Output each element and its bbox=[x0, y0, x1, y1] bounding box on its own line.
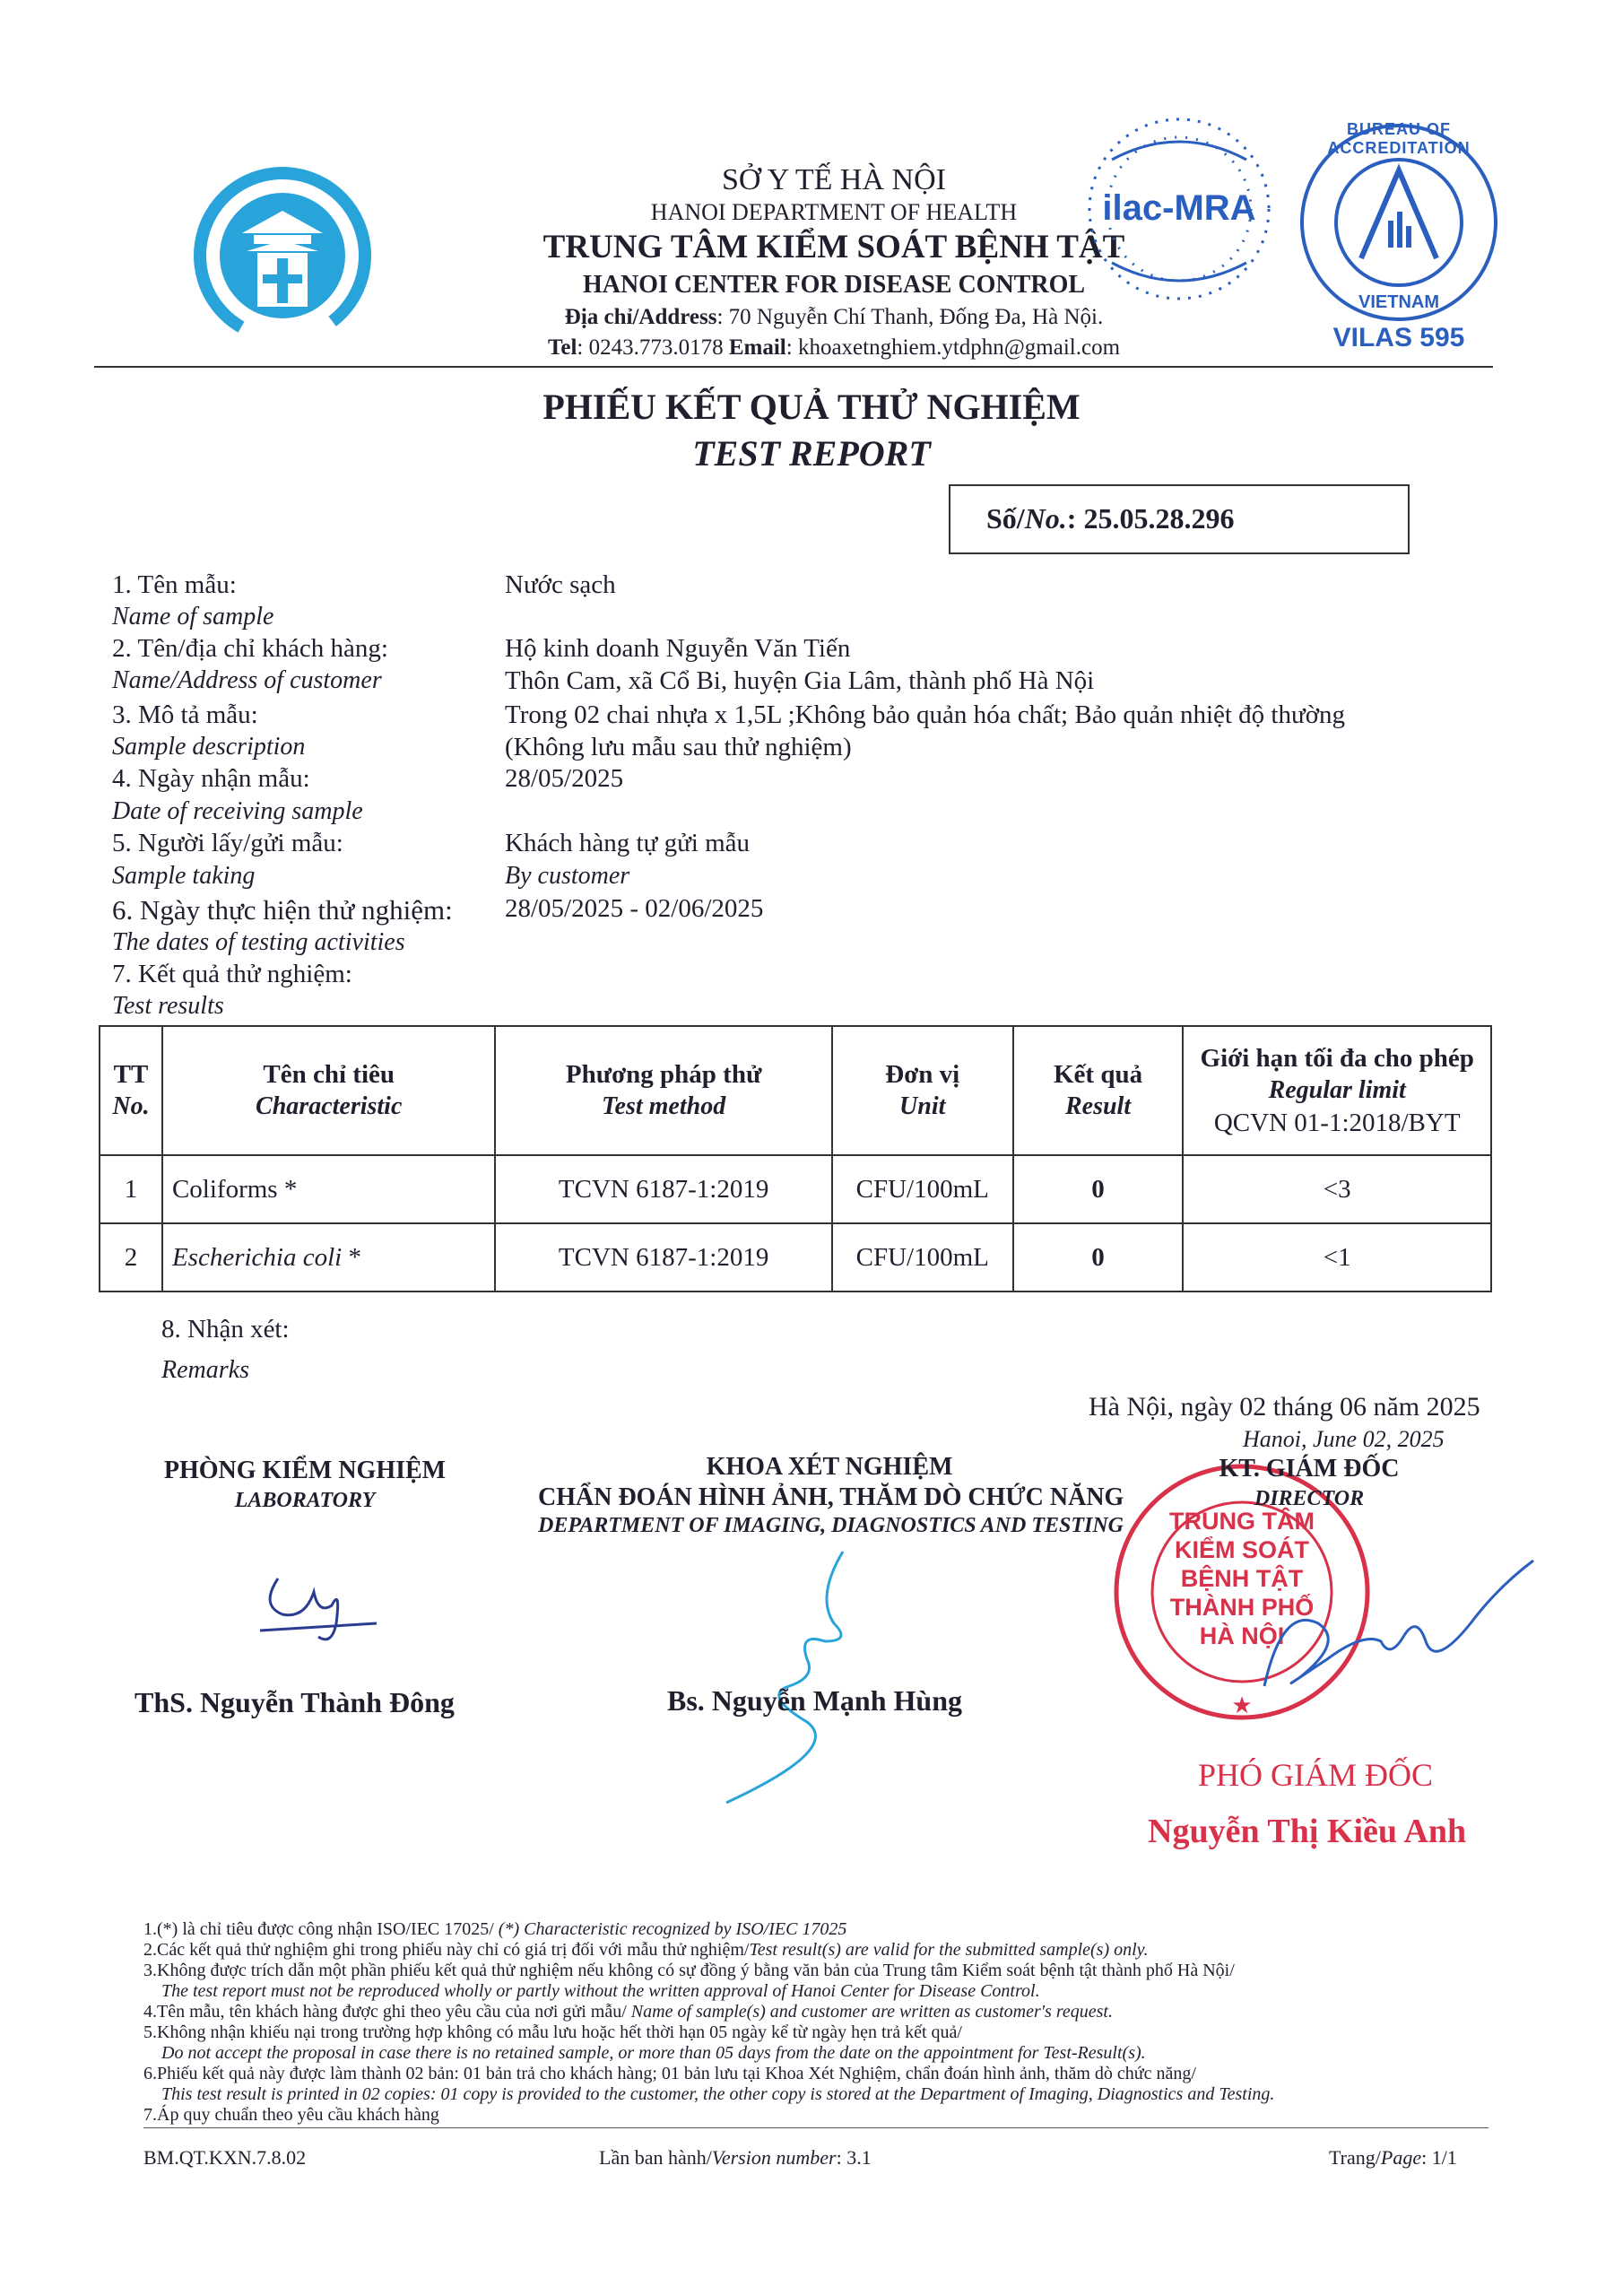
info-value-line2: (Không lưu mẫu sau thử nghiệm) bbox=[505, 733, 852, 761]
stamp-line: THÀNH PHỐ bbox=[1169, 1594, 1315, 1621]
header-en: Characteristic bbox=[256, 1092, 403, 1120]
header-en: Regular limit bbox=[1268, 1076, 1406, 1104]
lab-signer-name: ThS. Nguyễn Thành Đông bbox=[135, 1686, 455, 1718]
address-value: : 70 Nguyễn Chí Thanh, Đống Đa, Hà Nội. bbox=[716, 305, 1104, 329]
cell-limit: <3 bbox=[1183, 1155, 1491, 1223]
header-cell-limit bbox=[1183, 1026, 1491, 1155]
info-label-vi: 1. Tên mẫu: bbox=[112, 570, 237, 599]
info-label-vi: 5. Người lấy/gửi mẫu: bbox=[112, 829, 343, 857]
version-number bbox=[599, 2146, 872, 2170]
email-label: Email bbox=[728, 335, 786, 360]
header-cell-method bbox=[495, 1026, 831, 1155]
info-value: Hộ kinh doanh Nguyễn Văn Tiến bbox=[505, 634, 851, 663]
report-number bbox=[986, 502, 1234, 535]
header-en: No. bbox=[112, 1092, 150, 1120]
dept-title: KHOA XÉT NGHIỆM bbox=[706, 1453, 953, 1481]
table-header-row bbox=[100, 1026, 1491, 1155]
deputy-director-role: PHÓ GIÁM ĐỐC bbox=[1198, 1757, 1434, 1793]
footnote-vi: 3.Không được trích dẫn một phần phiếu kết quả thử nghiệm nếu không có sự đồng ý bằng văn bản của Trung tâm Kiểm soát bệnh tật thành phố Hà Nội/ bbox=[143, 1961, 1235, 1980]
number-value: : 25.05.28.296 bbox=[1066, 502, 1235, 535]
header-en: Test method bbox=[602, 1092, 726, 1120]
stamp-line: HÀ NỘI bbox=[1199, 1622, 1285, 1649]
tel-value: : 0243.773.0178 bbox=[577, 335, 724, 360]
cell-no: 1 bbox=[100, 1155, 162, 1223]
tel-label: Tel bbox=[547, 335, 577, 360]
lab-subtitle: LABORATORY bbox=[234, 1489, 376, 1512]
number-label-en: No. bbox=[1024, 502, 1067, 535]
director-subtitle: DIRECTOR bbox=[1254, 1487, 1365, 1510]
org-line-4: HANOI CENTER FOR DISEASE CONTROL bbox=[582, 271, 1086, 299]
info-value: Khách hàng tự gửi mẫu bbox=[505, 829, 751, 857]
page-number bbox=[1329, 2146, 1457, 2170]
stamp-line: KIỂM SOÁT bbox=[1174, 1536, 1309, 1563]
org-line-2: HANOI DEPARTMENT OF HEALTH bbox=[650, 199, 1018, 225]
page-value: : 1/1 bbox=[1421, 2146, 1457, 2169]
contact bbox=[475, 335, 1193, 361]
info-label-en: The dates of testing activities bbox=[112, 928, 405, 956]
org-line-3: TRUNG TÂM KIỂM SOÁT BỆNH TẬT bbox=[542, 229, 1125, 265]
info-value: Nước sạch bbox=[505, 570, 616, 599]
table-row bbox=[100, 1155, 1491, 1223]
dept-signer-name: Bs. Nguyễn Mạnh Hùng bbox=[667, 1684, 962, 1717]
footnote-en: Test result(s) are valid for the submitted sample(s) only. bbox=[749, 1940, 1149, 1960]
dept-signature bbox=[708, 1543, 888, 1812]
cell-characteristic bbox=[162, 1223, 496, 1292]
table-row bbox=[100, 1223, 1491, 1292]
info-label-vi: 2. Tên/địa chỉ khách hàng: bbox=[112, 634, 388, 663]
footnote-vi: 1.(*) là chỉ tiêu được công nhận ISO/IEC 17025/ bbox=[143, 1919, 499, 1939]
form-code: BM.QT.KXN.7.8.02 bbox=[143, 2146, 307, 2169]
notes-rule bbox=[143, 2127, 1488, 2128]
cell-characteristic bbox=[162, 1155, 496, 1223]
footnote-vi: 6.Phiếu kết quả này được làm thành 02 bản: 01 bản trả cho khách hàng; 01 bản lưu tại Khoa Xét Nghiệm, chẩn đoán hình ảnh, thăm dò chức năng/ bbox=[143, 2064, 1196, 2083]
org-line-1: SỞ Y TẾ HÀ NỘI bbox=[722, 163, 946, 196]
footnote-en: The test report must not be reproduced wholly or partly without the written approval of Hanoi Center for Disease Control. bbox=[161, 1981, 1040, 2001]
footnote-vi: 5.Không nhận khiếu nại trong trường hợp không có mẫu lưu hoặc hết thời hạn 05 ngày kể từ ngày hẹn trả kết quả/ bbox=[143, 2022, 962, 2042]
dept-title-line2: CHẨN ĐOÁN HÌNH ẢNH, THĂM DÒ CHỨC NĂNG bbox=[538, 1483, 1124, 1511]
cell-result: 0 bbox=[1013, 1223, 1184, 1292]
characteristic-name: Coliforms bbox=[171, 1174, 278, 1204]
info-label-vi: 6. Ngày thực hiện thử nghiệm: bbox=[112, 894, 453, 926]
footnote-vi: 4.Tên mẫu, tên khách hàng được ghi theo yêu cầu của nơi gửi mẫu/ bbox=[143, 2002, 631, 2022]
header-vi: Đơn vị bbox=[885, 1060, 960, 1089]
characteristic-name: Escherichia coli bbox=[171, 1242, 343, 1272]
hcdc-logo bbox=[193, 161, 372, 350]
header-vi: Tên chỉ tiêu bbox=[263, 1060, 395, 1089]
info-label-en: Sample taking bbox=[112, 862, 256, 890]
header-vi: TT bbox=[113, 1060, 149, 1089]
header-rule bbox=[94, 366, 1493, 368]
cell-result: 0 bbox=[1013, 1155, 1184, 1223]
info-label-en: Date of receiving sample bbox=[112, 797, 363, 825]
stamp-line: BỆNH TẬT bbox=[1180, 1565, 1304, 1592]
header-en: Result bbox=[1064, 1092, 1132, 1120]
date-line-en: Hanoi, June 02, 2025 bbox=[1243, 1426, 1445, 1452]
version-value: : 3.1 bbox=[836, 2146, 872, 2169]
cell-method: TCVN 6187-1:2019 bbox=[495, 1223, 831, 1292]
footnote bbox=[143, 2002, 1113, 2022]
stamp-line: TRUNG TÂM bbox=[1169, 1508, 1315, 1535]
cell-unit: CFU/100mL bbox=[832, 1155, 1013, 1223]
date-line-vi: Hà Nội, ngày 02 tháng 06 năm 2025 bbox=[1089, 1392, 1480, 1422]
cell-method: TCVN 6187-1:2019 bbox=[495, 1155, 831, 1223]
boa-accreditation-badge bbox=[1291, 115, 1506, 357]
deputy-director-name: Nguyễn Thị Kiều Anh bbox=[1148, 1813, 1467, 1850]
dept-subtitle: DEPARTMENT OF IMAGING, DIAGNOSTICS AND TESTING bbox=[538, 1514, 1124, 1537]
info-value-line2: Thôn Cam, xã Cổ Bi, huyện Gia Lâm, thành phố Hà Nội bbox=[505, 666, 1095, 695]
footnote-en: This test result is printed in 02 copies: 01 copy is provided to the customer, the other copy is stored at the Department of Imaging, Diagnostics and Testing. bbox=[161, 2084, 1275, 2104]
header-cell-unit bbox=[832, 1026, 1013, 1155]
info-label-en: Name of sample bbox=[112, 603, 274, 631]
info-value: 28/05/2025 bbox=[505, 764, 624, 793]
remarks-label-en: Remarks bbox=[161, 1356, 249, 1384]
lab-signature bbox=[242, 1552, 386, 1650]
report-title-en: TEST REPORT bbox=[692, 433, 931, 474]
email-value: : khoaxetnghiem.ytdphn@gmail.com bbox=[785, 335, 1121, 360]
footnote-vi: 7.Áp quy chuẩn theo yêu cầu khách hàng bbox=[143, 2105, 439, 2125]
info-value: Trong 02 chai nhựa x 1,5L ;Không bảo quản hóa chất; Bảo quản nhiệt độ thường bbox=[505, 700, 1346, 729]
header-en: Unit bbox=[899, 1092, 946, 1120]
director-title: KT. GIÁM ĐỐC bbox=[1219, 1455, 1400, 1483]
footnote-en: (*) Characteristic recognized by ISO/IEC 17025 bbox=[498, 1919, 847, 1939]
info-label-en: Name/Address of customer bbox=[112, 666, 382, 694]
info-label-vi: 7. Kết quả thử nghiệm: bbox=[112, 960, 352, 988]
boa-country: VIETNAM bbox=[1358, 292, 1439, 312]
address-label: Địa chỉ/Address bbox=[564, 305, 717, 329]
number-label-vi: Số/ bbox=[986, 502, 1025, 535]
footnote bbox=[143, 1919, 846, 1940]
info-label-en: Test results bbox=[112, 992, 224, 1020]
info-label-vi: 4. Ngày nhận mẫu: bbox=[112, 764, 310, 793]
vilas-number: VILAS 595 bbox=[1332, 323, 1465, 352]
recognized-mark: * bbox=[342, 1242, 361, 1272]
svg-text:★: ★ bbox=[1231, 1692, 1253, 1718]
info-label-vi: 3. Mô tả mẫu: bbox=[112, 700, 258, 729]
report-title-vi: PHIẾU KẾT QUẢ THỬ NGHIỆM bbox=[542, 387, 1081, 427]
info-label-en: Sample description bbox=[112, 733, 306, 761]
page-label-en: Page bbox=[1380, 2146, 1422, 2169]
cell-no: 2 bbox=[100, 1223, 162, 1292]
header-standard: QCVN 01-1:2018/BYT bbox=[1213, 1109, 1461, 1137]
version-label-vi: Lần ban hành/ bbox=[599, 2146, 712, 2169]
page-label-vi: Trang/ bbox=[1329, 2146, 1381, 2169]
lab-title: PHÒNG KIỂM NGHIỆM bbox=[163, 1457, 447, 1484]
remarks-label-vi: 8. Nhận xét: bbox=[161, 1315, 290, 1344]
report-number-box bbox=[949, 484, 1410, 554]
recognized-mark: * bbox=[277, 1174, 298, 1204]
results-table bbox=[99, 1025, 1492, 1292]
header-cell-result bbox=[1013, 1026, 1184, 1155]
header-vi: Phương pháp thử bbox=[565, 1060, 762, 1089]
header-cell-no bbox=[100, 1026, 162, 1155]
footnote-en: Name of sample(s) and customer are written as customer's request. bbox=[630, 2002, 1113, 2022]
ilac-mra-badge bbox=[1076, 106, 1282, 312]
director-signature bbox=[1246, 1552, 1542, 1713]
info-value-line2: By customer bbox=[505, 862, 630, 890]
footnote bbox=[143, 1940, 1148, 1961]
header-vi: Kết quả bbox=[1054, 1060, 1143, 1089]
footnote-vi: 2.Các kết quả thử nghiệm ghi trong phiếu này chỉ có giá trị đối với mẫu thử nghiệm/ bbox=[143, 1940, 750, 1960]
footnote-en: Do not accept the proposal in case there is no retained sample, or more than 05 days from the date on the appointment for Test-Result(s). bbox=[161, 2043, 1146, 2063]
info-value: 28/05/2025 - 02/06/2025 bbox=[505, 894, 764, 923]
header-vi: Giới hạn tối đa cho phép bbox=[1200, 1044, 1474, 1073]
ilac-text: ilac-MRA bbox=[1102, 188, 1256, 228]
header-cell-characteristic bbox=[162, 1026, 496, 1155]
cell-limit: <1 bbox=[1183, 1223, 1491, 1292]
cell-unit: CFU/100mL bbox=[832, 1223, 1013, 1292]
version-label-en: Version number bbox=[711, 2146, 837, 2169]
boa-arc-text: BUREAU OF ACCREDITATION bbox=[1327, 120, 1471, 157]
